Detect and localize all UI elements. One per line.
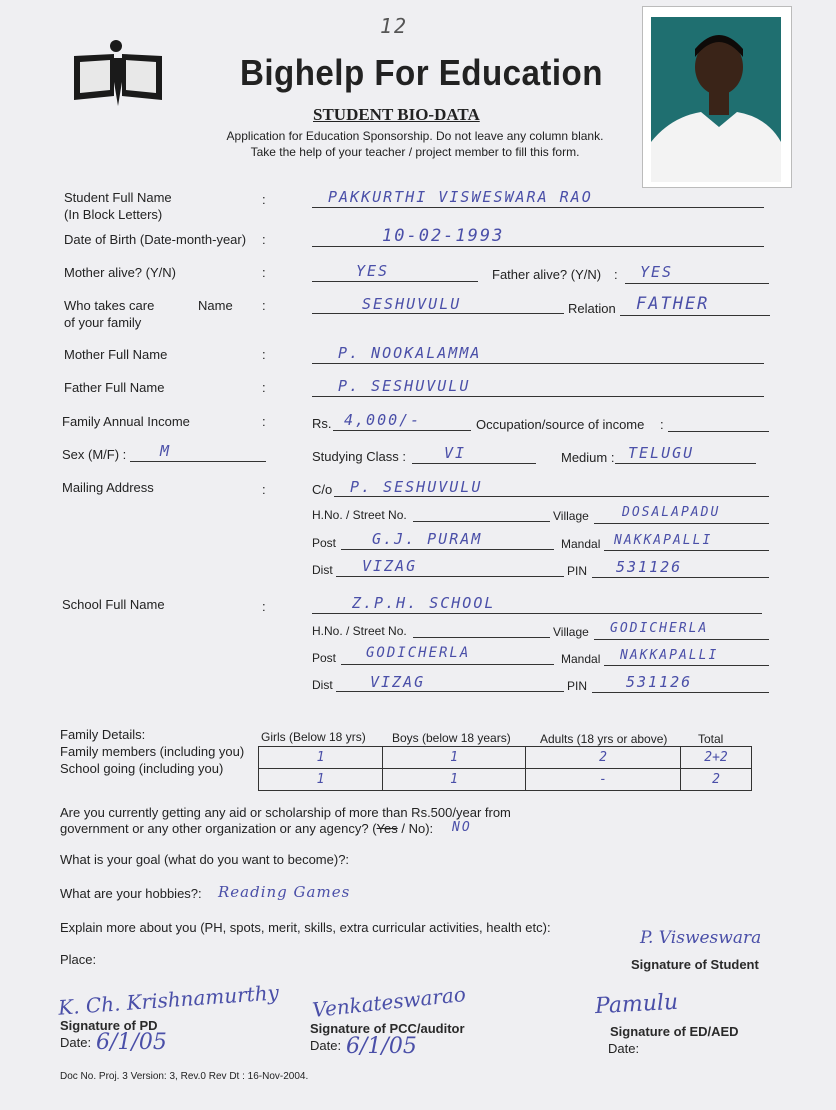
pcc-signature-label: Signature of PCC/auditor bbox=[310, 1021, 465, 1036]
occupation-label: Occupation/source of income bbox=[476, 417, 645, 432]
relation-value: FATHER bbox=[636, 294, 710, 314]
colon: : bbox=[262, 347, 266, 362]
mailing-co-label: C/o bbox=[312, 482, 333, 497]
school-pin-label: PIN bbox=[567, 679, 588, 693]
pcc-signature: Venkateswarao bbox=[311, 982, 467, 1022]
goal-question: What is your goal (what do you want to become)?: bbox=[60, 852, 350, 867]
mailing-dist-label: Dist bbox=[312, 563, 333, 577]
school-mandal-value: NAKKAPALLI bbox=[620, 648, 719, 663]
pd-date-label: Date: bbox=[60, 1035, 92, 1050]
school-village-label: Village bbox=[553, 625, 589, 639]
colon: : bbox=[262, 414, 266, 429]
school-mandal-line bbox=[604, 665, 769, 666]
dob-line bbox=[312, 246, 764, 247]
school-pin-line bbox=[592, 692, 769, 693]
income-value: 4,000/- bbox=[344, 411, 422, 429]
medium-value: TELUGU bbox=[628, 444, 695, 462]
father-alive-label: Father alive? (Y/N) bbox=[492, 267, 602, 282]
family-header-girls: Girls (Below 18 yrs) bbox=[261, 730, 366, 744]
table-row bbox=[259, 747, 752, 769]
form-title: STUDENT BIO-DATA bbox=[313, 105, 480, 124]
student-name-label: Student Full Name bbox=[64, 190, 172, 205]
school-dist-value: VIZAG bbox=[370, 673, 426, 691]
mailing-pin-value: 531126 bbox=[616, 558, 683, 576]
school-street-label: H.No. / Street No. bbox=[312, 624, 407, 638]
school-village-value: GODICHERLA bbox=[610, 621, 709, 636]
school-post-label: Post bbox=[312, 651, 337, 665]
colon: : bbox=[660, 417, 664, 432]
family-row2-label: School going (including you) bbox=[60, 761, 224, 776]
caretaker-name-value: SESHUVULU bbox=[362, 295, 462, 313]
sex-value: M bbox=[160, 442, 172, 460]
mailing-village-line bbox=[594, 523, 769, 524]
org-name: Bighelp For Education bbox=[240, 52, 603, 93]
caretaker-label-2: of your family bbox=[64, 315, 142, 330]
school-street-line bbox=[413, 637, 550, 638]
pd-date-value: 6/1/05 bbox=[96, 1030, 167, 1055]
mailing-dist-value: VIZAG bbox=[362, 557, 418, 575]
table-cell: 2 bbox=[681, 769, 752, 791]
student-name-sublabel: (In Block Letters) bbox=[64, 207, 163, 222]
table-cell: 2+2 bbox=[681, 747, 752, 769]
class-line bbox=[412, 463, 536, 464]
aid-answer: NO bbox=[452, 820, 472, 835]
student-photo bbox=[642, 6, 792, 188]
mailing-street-label: H.No. / Street No. bbox=[312, 508, 407, 522]
mother-name-line bbox=[312, 363, 764, 364]
hobbies-answer: Reading Games bbox=[218, 883, 351, 901]
school-mandal-label: Mandal bbox=[561, 652, 601, 666]
family-header-boys: Boys (below 18 years) bbox=[392, 731, 511, 745]
table-cell: 2 bbox=[526, 747, 681, 769]
sex-line bbox=[130, 461, 266, 462]
doc-footer: Doc No. Proj. 3 Version: 3, Rev.0 Rev Dt : 16-Nov-2004. bbox=[60, 1071, 309, 1082]
colon: : bbox=[262, 265, 266, 280]
mother-alive-line bbox=[312, 281, 478, 282]
mother-alive-label: Mother alive? (Y/N) bbox=[64, 265, 176, 280]
colon: : bbox=[262, 599, 266, 614]
medium-line bbox=[615, 463, 756, 464]
mailing-village-label: Village bbox=[553, 509, 589, 523]
student-name-line bbox=[312, 207, 764, 208]
table-cell: 1 bbox=[383, 769, 526, 791]
mailing-post-value: G.J. PURAM bbox=[372, 530, 483, 548]
colon: : bbox=[262, 380, 266, 395]
aid-question-line1: Are you currently getting any aid or scholarship of more than Rs.500/year from bbox=[60, 805, 511, 820]
mailing-mandal-line bbox=[604, 550, 769, 551]
mother-name-value: P. NOOKALAMMA bbox=[338, 344, 482, 362]
school-post-value: GODICHERLA bbox=[366, 645, 471, 661]
pcc-date-value: 6/1/05 bbox=[346, 1034, 417, 1059]
pd-signature: K. Ch. Krishnamurthy bbox=[57, 980, 280, 1020]
mailing-mandal-label: Mandal bbox=[561, 537, 601, 551]
table-cell: 1 bbox=[383, 747, 526, 769]
father-alive-line bbox=[625, 283, 769, 284]
colon: : bbox=[262, 232, 266, 247]
medium-label: Medium : bbox=[561, 450, 615, 465]
table-cell: - bbox=[526, 769, 681, 791]
colon: : bbox=[614, 267, 618, 282]
student-signature: P. Visweswara bbox=[640, 928, 762, 948]
aid-question-line2: government or any other organization or any agency? (Yes / No): bbox=[60, 821, 434, 836]
income-label: Family Annual Income bbox=[62, 414, 190, 429]
student-signature-label: Signature of Student bbox=[631, 957, 759, 972]
caretaker-label-1: Who takes care bbox=[64, 298, 155, 313]
father-alive-value: YES bbox=[640, 263, 674, 281]
instruction-line-1: Application for Education Sponsorship. Do not leave any column blank. bbox=[226, 129, 604, 143]
page-number: 12 bbox=[380, 14, 409, 38]
mailing-dist-line bbox=[336, 576, 564, 577]
income-prefix: Rs. bbox=[312, 416, 332, 431]
income-line bbox=[333, 430, 471, 431]
school-pin-value: 531126 bbox=[626, 673, 693, 691]
ed-signature-label: Signature of ED/AED bbox=[610, 1024, 739, 1039]
mailing-village-value: DOSALAPADU bbox=[622, 505, 721, 520]
school-dist-line bbox=[336, 691, 564, 692]
table-cell: 1 bbox=[259, 747, 383, 769]
mailing-street-line bbox=[413, 521, 550, 522]
mailing-post-line bbox=[341, 549, 554, 550]
mailing-co-line bbox=[334, 496, 769, 497]
mother-name-label: Mother Full Name bbox=[64, 347, 168, 362]
mother-alive-value: YES bbox=[356, 262, 390, 280]
colon: : bbox=[262, 482, 266, 497]
sex-label: Sex (M/F) : bbox=[62, 447, 127, 462]
relation-label: Relation bbox=[568, 301, 616, 316]
mailing-mandal-value: NAKKAPALLI bbox=[614, 533, 713, 548]
family-label: Family Details: bbox=[60, 727, 146, 742]
mailing-label: Mailing Address bbox=[62, 480, 154, 495]
family-header-total: Total bbox=[698, 732, 724, 746]
book-logo-icon bbox=[70, 38, 168, 115]
pd-signature-label: Signature of PD bbox=[60, 1018, 158, 1033]
school-label: School Full Name bbox=[62, 597, 165, 612]
table-cell: 1 bbox=[259, 769, 383, 791]
dob-value: 10-02-1993 bbox=[382, 226, 505, 246]
class-value: VI bbox=[444, 444, 467, 462]
family-header-adults: Adults (18 yrs or above) bbox=[540, 732, 668, 746]
explain-question: Explain more about you (PH, spots, merit, skills, extra curricular activities, health etc): bbox=[60, 920, 551, 935]
school-post-line bbox=[341, 664, 554, 665]
father-name-value: P. SESHUVULU bbox=[338, 377, 471, 395]
pcc-date-label: Date: bbox=[310, 1038, 342, 1053]
student-name-value: PAKKURTHI VISWESWARA RAO bbox=[328, 188, 593, 206]
class-label: Studying Class : bbox=[312, 449, 406, 464]
mailing-pin-line bbox=[592, 577, 769, 578]
hobbies-question: What are your hobbies?: bbox=[60, 886, 202, 901]
table-row bbox=[259, 769, 752, 791]
school-village-line bbox=[594, 639, 769, 640]
family-table bbox=[258, 746, 752, 791]
school-dist-label: Dist bbox=[312, 678, 333, 692]
family-row1-label: Family members (including you) bbox=[60, 744, 245, 759]
dob-label: Date of Birth (Date-month-year) bbox=[64, 232, 247, 247]
ed-date-label: Date: bbox=[608, 1041, 640, 1056]
school-name-line bbox=[312, 613, 762, 614]
caretaker-name-line bbox=[312, 313, 564, 314]
school-name-value: Z.P.H. SCHOOL bbox=[352, 594, 496, 612]
ed-signature: Pamulu bbox=[594, 989, 679, 1020]
instruction-line-2: Take the help of your teacher / project member to fill this form. bbox=[250, 145, 580, 159]
mailing-post-label: Post bbox=[312, 536, 337, 550]
place-label: Place: bbox=[60, 952, 97, 967]
mailing-pin-label: PIN bbox=[567, 564, 588, 578]
mailing-co-value: P. SESHUVULU bbox=[350, 478, 483, 496]
student-portrait-icon bbox=[651, 17, 781, 182]
occupation-line bbox=[668, 431, 769, 432]
colon: : bbox=[262, 298, 266, 313]
caretaker-name-label: Name bbox=[198, 298, 233, 313]
relation-line bbox=[620, 315, 770, 316]
father-name-label: Father Full Name bbox=[64, 380, 165, 395]
colon: : bbox=[262, 192, 266, 207]
father-name-line bbox=[312, 396, 764, 397]
